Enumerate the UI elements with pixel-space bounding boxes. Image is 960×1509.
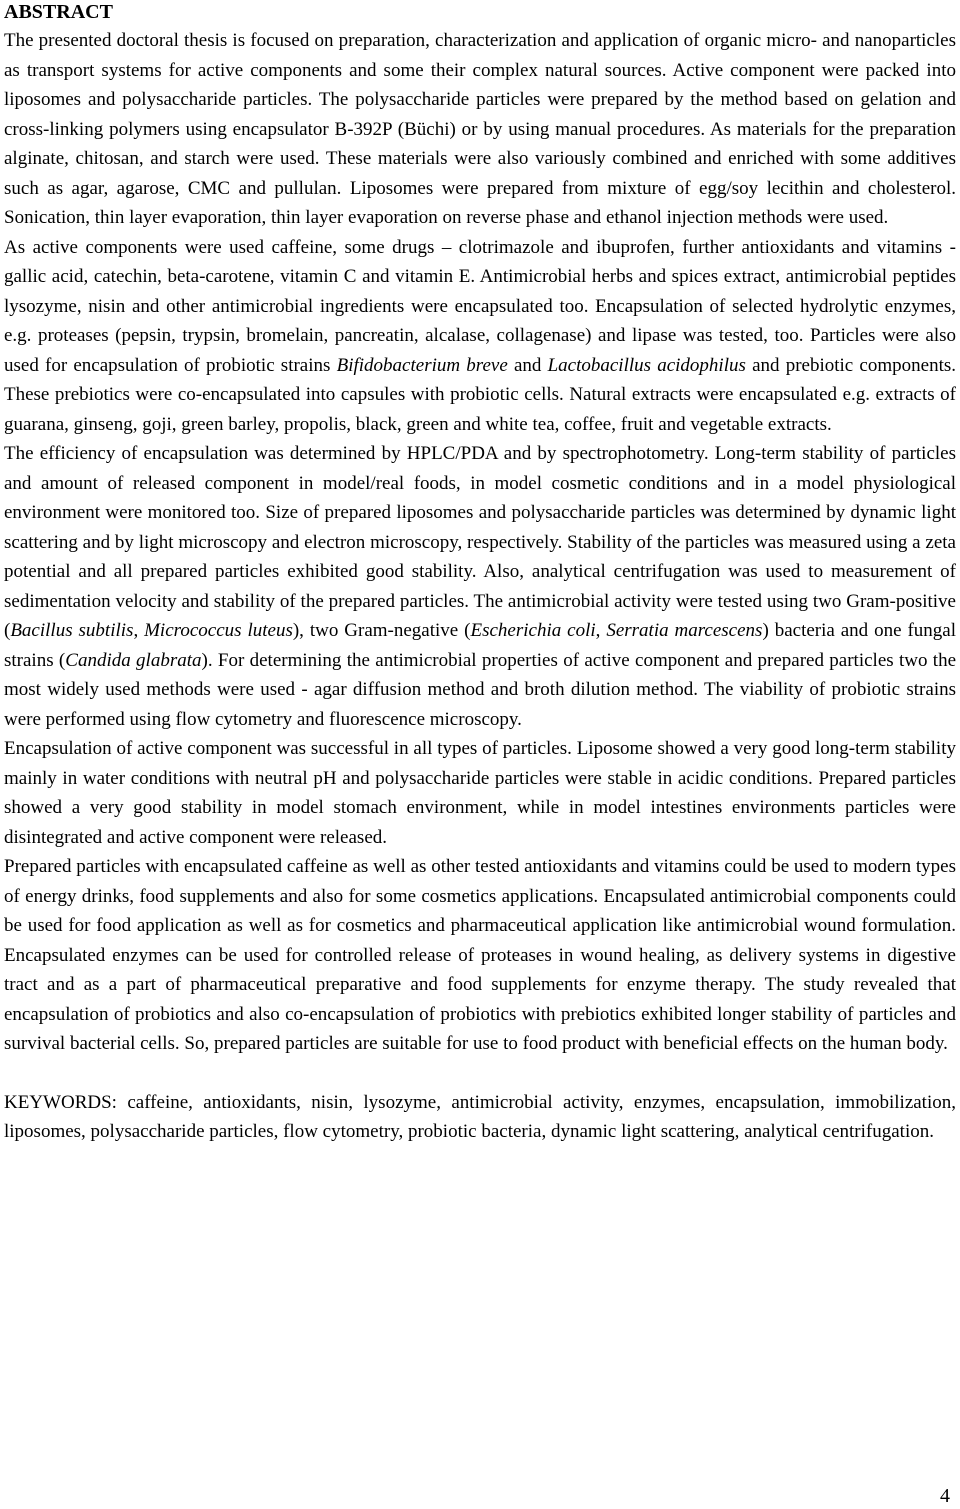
abstract-body xyxy=(4,26,956,1147)
abstract-paragraph xyxy=(4,852,956,1059)
text-run: , xyxy=(133,620,145,641)
text-run: , xyxy=(595,620,607,641)
abstract-paragraph xyxy=(4,233,956,440)
species-name-italic: Serratia marcescens xyxy=(606,620,763,641)
abstract-paragraph xyxy=(4,26,956,233)
page-number: 4 xyxy=(940,1485,950,1507)
abstract-paragraph xyxy=(4,439,956,734)
abstract-heading: ABSTRACT xyxy=(4,1,113,23)
abstract-paragraph xyxy=(4,734,956,852)
text-run: ). For determining the antimicrobial properties of active component and prepared particles two the most widely used methods were used - agar diffusion method and broth dilution method. The viability of probiotic strains were performed using flow cytometry and fluorescence microscopy. xyxy=(4,649,957,730)
text-run: Prepared particles with encapsulated caffeine as well as other tested antioxidants and vitamins could be used to modern types of energy drinks, food supplements and also for some cosmetics applications. Encapsulated antimicrobial components could be used for food application as well as for cosmetics and pharmaceutical application like antimicrobial wound formulation. Encapsulated enzymes can be used for controlled release of proteases in wound healing, as delivery systems in digestive tract and as a part of pharmaceutical preparative and food supplements for enzyme therapy. The study revealed that encapsulation of probiotics and also co-encapsulation of probiotics with prebiotics exhibited longer stability of particles and survival bacterial cells. So, prepared particles are suitable for use to food product with beneficial effects on the human body. xyxy=(4,856,956,1054)
text-run: ), two Gram-negative ( xyxy=(292,620,471,641)
keywords-line: KEYWORDS: caffeine, antioxidants, nisin, lysozyme, antimicrobial activity, enzymes, encapsulation, immobilization, liposomes, polysaccharide particles, flow cytometry, probiotic bacteria, dynamic light scattering, analytical centrifugation. xyxy=(4,1091,956,1142)
text-run: and prebiotic components. These prebiotics were co-encapsulated into capsules with probiotic cells. Natural extracts were encapsulated e.g. extracts of guarana, ginseng, goji, green barley, propolis, black, green and white tea, coffee, fruit and vegetable extracts. xyxy=(4,354,956,435)
species-name-italic: Bifidobacterium breve xyxy=(336,354,508,376)
text-run: The presented doctoral thesis is focused on preparation, characterization and application of organic micro- and nanoparticles as transport systems for active components and some their complex natural sources. Active component were packed into liposomes and polysaccharide particles. The polysaccharide particles were prepared by the method based on gelation and cross-linking polymers using encapsulator B-392P (Büchi) or by using manual procedures. As materials for the preparation alginate, chitosan, and starch were used. These materials were also variously combined and enriched with some additives such as agar, agarose, CMC and pullulan. Liposomes were prepared from mixture of egg/soy lecithin and cholesterol. Sonication, thin layer evaporation, thin layer evaporation on reverse phase and ethanol injection methods were used. xyxy=(4,30,956,228)
text-run: Encapsulation of active component was successful in all types of particles. Liposome showed a very good long-term stability mainly in water conditions with neutral pH and polysaccharide particles were stable in acidic conditions. Prepared particles showed a very good stability in model stomach environment, while in model intestines environments particles were disintegrated and active component were released. xyxy=(4,738,956,848)
species-name-italic: Candida glabrata xyxy=(65,649,202,671)
text-run: The efficiency of encapsulation was determined by HPLC/PDA and by spectrophotometry. Long-term stability of particles and amount of released component in model/real foods, in model cosmetic conditions and in a model physiological environment were monitored too. Size of prepared liposomes and polysaccharide particles was determined by dynamic light scattering and by light microscopy and electron microscopy, respectively. Stability of the particles was measured using a zeta potential and all prepared particles exhibited good stability. Also, analytical centrifugation was used to measurement of sedimentation velocity and stability of the prepared particles. The antimicrobial activity were tested using two Gram-positive ( xyxy=(4,443,956,641)
species-name-italic: Escherichia coli xyxy=(470,620,596,641)
text-run: and xyxy=(507,354,548,376)
species-name-italic: Bacillus subtilis xyxy=(10,620,134,641)
species-name-italic: Lactobacillus acidophilus xyxy=(547,354,746,376)
species-name-italic: Micrococcus luteus xyxy=(144,620,293,641)
text-run: As active components were used caffeine, some drugs – clotrimazole and ibuprofen, further antioxidants and vitamins - gallic acid, catechin, beta-carotene, vitamin C and vitamin E. Antimicrobial herbs and spices extract, antimicrobial peptides lysozyme, nisin and other antimicrobial ingredients were encapsulated too. Encapsulation of selected hydrolytic enzymes, e.g. proteases (pepsin, trypsin, bromelain, pancreatin, alcalase, collagenase) and lipase was tested, too. Particles were also used for encapsulation of probiotic strains xyxy=(4,236,956,376)
text-run: ) bacteria and one fungal strains ( xyxy=(4,620,956,671)
